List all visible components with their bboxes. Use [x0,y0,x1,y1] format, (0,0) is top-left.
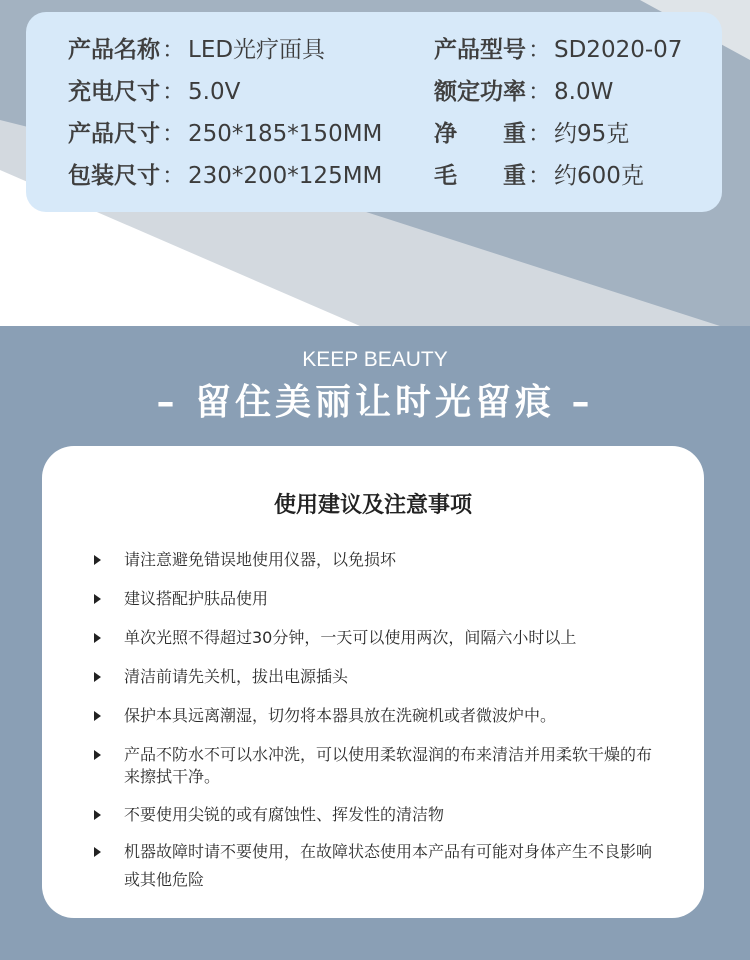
spec-value: LED光疗面具 [188,37,326,63]
spec-separator: ： [528,163,551,189]
spec-separator: ： [162,37,185,63]
spec-separator: ： [162,121,185,147]
banner-kicker: KEEP BEAUTY [302,348,448,371]
spec-label: 净 重 [434,121,526,147]
spec-label: 产品名称 [68,37,160,63]
spec-separator: ： [162,79,185,105]
spec-value: 约600克 [554,163,644,189]
spec-row [26,156,722,196]
list-item-text: 请注意避免错误地使用仪器，以免损坏 [124,550,397,569]
bullet-triangle-icon [94,711,101,721]
bullet-triangle-icon [94,750,101,760]
spec-label: 产品型号 [434,37,526,63]
spec-separator: ： [528,79,551,105]
spec-row [26,114,722,154]
bullet-triangle-icon [94,810,101,820]
bullet-triangle-icon [94,555,101,565]
notice-section [0,326,750,960]
spec-label: 额定功率 [434,79,526,105]
spec-section [0,0,750,326]
spec-separator: ： [528,121,551,147]
notice-card [42,446,704,918]
spec-value: 230*200*125MM [188,163,383,189]
spec-value: SD2020-07 [554,37,683,63]
spec-label: 包装尺寸 [68,163,160,189]
bullet-triangle-icon [94,847,101,857]
banner-headline: – 留住美丽让时光留痕 – [156,382,594,423]
spec-value: 约95克 [554,121,630,147]
list-item-text: 产品不防水不可以水冲洗，可以使用柔软湿润的布来清洁并用柔软干燥的布来擦拭干净。 [124,745,653,786]
spec-card [26,12,722,212]
list-item-text: 建议搭配护肤品使用 [124,589,269,608]
bullet-triangle-icon [94,672,101,682]
spec-separator: ： [162,163,185,189]
list-item-text: 保护本具远离潮湿，切勿将本器具放在洗碗机或者微波炉中。 [124,706,557,725]
spec-row [26,30,722,70]
notice-title: 使用建议及注意事项 [273,493,472,518]
bullet-triangle-icon [94,594,101,604]
spec-value: 5.0V [188,79,241,105]
list-item-text: 不要使用尖锐的或有腐蚀性、挥发性的清洁物 [124,805,445,824]
list-item-text: 单次光照不得超过30分钟，一天可以使用两次，间隔六小时以上 [124,628,577,647]
spec-value: 250*185*150MM [188,121,383,147]
spec-label: 充电尺寸 [68,79,160,105]
list-item-text: 清洁前请先关机，拔出电源插头 [124,667,349,686]
spec-label: 毛 重 [434,163,526,189]
spec-separator: ： [528,37,551,63]
spec-row [26,72,722,112]
spec-value: 8.0W [554,79,614,105]
list-item-text: 机器故障时请不要使用，在故障状态使用本产品有可能对身体产生不良影响或其他危险 [124,842,653,889]
bullet-triangle-icon [94,633,101,643]
spec-label: 产品尺寸 [68,121,160,147]
